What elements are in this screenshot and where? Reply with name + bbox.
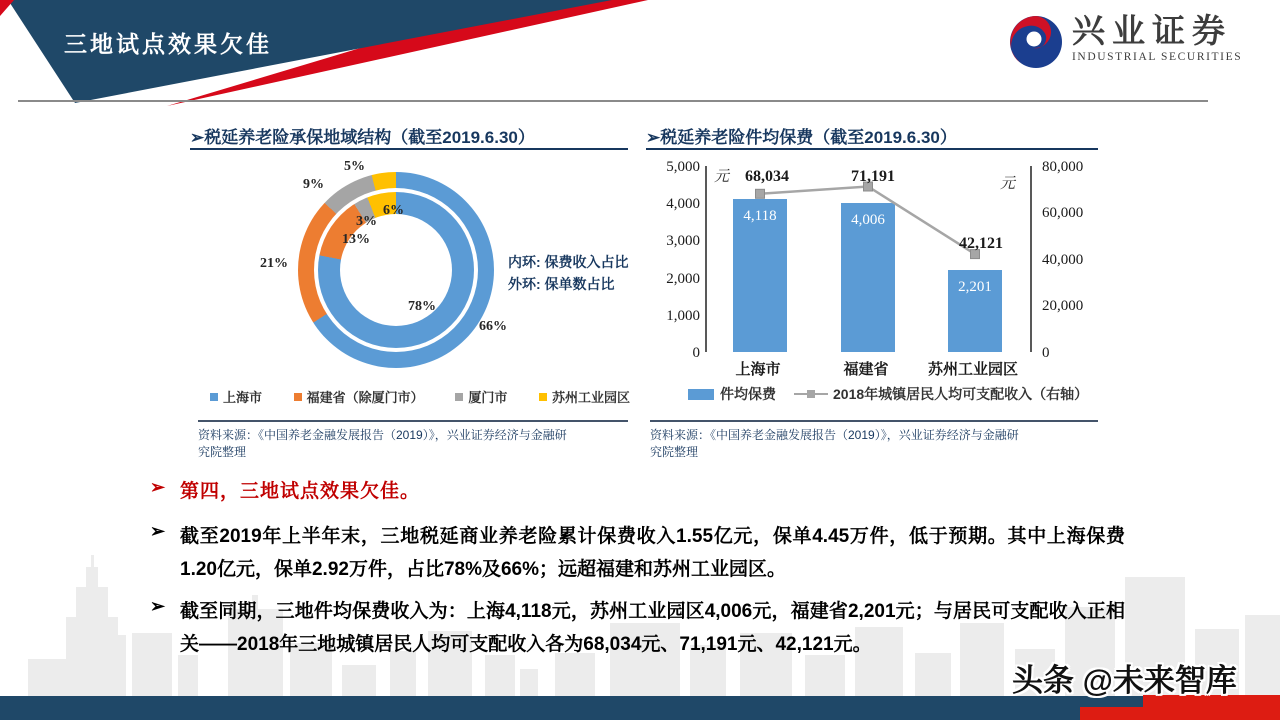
right-axis-unit: 元 [1000, 176, 1016, 192]
legend-swatch [455, 393, 463, 401]
logo-en-text: INDUSTRIAL SECURITIES [1072, 51, 1243, 64]
legend-line-marker [794, 393, 828, 395]
right-chart-source: 资料来源：《中国养老金融发展报告（2019）》，兴业证券经济与金融研 究院整理 [650, 428, 1019, 459]
bullet-arrow: ➢ [150, 596, 166, 616]
bullet-paragraph-2: 截至同期，三地件均保费收入为：上海4,118元，苏州工业园区4,006元，福建省2,201元；与居民可支配收入正相关——2018年三地城镇居民人均可支配收入各为68,034元、71,191元、42,121元。 [180, 601, 1125, 655]
inner-ring-note: 内环: 保费收入占比 [508, 254, 629, 270]
bar-chart-legend [688, 384, 1088, 404]
right-axis-tick: 80,000 [1042, 159, 1084, 175]
watermark-text: 头条 @未来智库 [1012, 663, 1237, 698]
legend-item-fujian: 福建省（除厦门市） [294, 387, 424, 406]
line-label-fujian: 71,191 [851, 168, 895, 185]
donut-title-rule [190, 148, 628, 150]
legend-item-shanghai: 上海市 [210, 387, 262, 406]
donut-label-inner-suzhou: 6% [383, 203, 404, 218]
header-divider [18, 100, 1208, 102]
donut-label-outer-shanghai: 66% [479, 319, 507, 334]
bar-value-label: 4,118 [743, 208, 777, 224]
bar-chart-title: ➢税延养老险件均保费（截至2019.6.30） [646, 128, 957, 147]
header-corner-accent [0, 0, 14, 16]
left-chart-source: 资料来源：《中国养老金融发展报告（2019）》，兴业证券经济与金融研 究院整理 [198, 428, 567, 459]
legend-label-line: 2018年城镇居民人均可支配收入（右轴） [833, 386, 1089, 402]
left-axis-tick: 4,000 [666, 196, 700, 212]
bar-value-label: 4,006 [851, 212, 885, 228]
page-title: 三地试点效果欠佳 [64, 31, 272, 57]
x-label-suzhou: 苏州工业园区 [927, 361, 1018, 378]
right-axis-tick: 0 [1042, 345, 1050, 361]
bar-title-rule [646, 148, 1098, 150]
company-logo [1008, 14, 1242, 75]
legend-label-bar: 件均保费 [720, 386, 776, 402]
bullet-arrow: ➢ [150, 521, 166, 541]
donut-label-inner-shanghai: 78% [408, 299, 436, 314]
right-axis-tick: 60,000 [1042, 205, 1084, 221]
x-label-shanghai: 上海市 [735, 361, 781, 378]
left-axis-tick: 1,000 [666, 308, 700, 324]
legend-item-suzhou: 苏州工业园区 [539, 387, 630, 406]
left-axis-tick: 0 [692, 345, 700, 361]
legend-swatch [210, 393, 218, 401]
donut-chart-title: ➢税延养老险承保地域结构（截至2019.6.30） [190, 128, 535, 147]
legend-swatch [294, 393, 302, 401]
bar-plot-area [705, 166, 1032, 352]
legend-swatch [539, 393, 547, 401]
right-source-rule [650, 420, 1098, 422]
left-axis-tick: 2,000 [666, 271, 700, 287]
left-axis-tick: 5,000 [666, 159, 700, 175]
bullet-paragraph-1: 截至2019年上半年末，三地税延商业养老险累计保费收入1.55亿元，保单4.45万件，低于预期。其中上海保费1.20亿元，保单2.92万件，占比78%及66%；远超福建和苏州工业园区。 [180, 526, 1125, 580]
left-axis-unit: 元 [714, 169, 730, 185]
donut-label-inner-fujian: 13% [342, 232, 370, 247]
outer-ring-note: 外环: 保单数占比 [508, 276, 615, 292]
donut-legend [210, 387, 630, 406]
bar-value-label: 2,201 [958, 279, 992, 295]
bullet-heading: 第四，三地试点效果欠佳。 [180, 481, 421, 502]
line-label-suzhou: 42,121 [959, 235, 1003, 252]
right-axis-tick: 20,000 [1042, 298, 1084, 314]
right-axis-tick: 40,000 [1042, 252, 1084, 268]
bullet-arrow-red: ➢ [150, 477, 166, 497]
donut-label-outer-suzhou: 5% [344, 159, 365, 174]
donut-label-outer-fujian: 21% [260, 256, 288, 271]
donut-ring-annotation [508, 251, 629, 295]
line-label-shanghai: 68,034 [745, 168, 789, 185]
donut-label-outer-xiamen: 9% [303, 177, 324, 192]
income-line-series [707, 166, 1034, 352]
logo-swirl-icon [1008, 14, 1064, 75]
donut-label-inner-xiamen: 3% [356, 214, 377, 229]
legend-item-xiamen: 厦门市 [455, 387, 507, 406]
legend-swatch-bar [688, 389, 714, 400]
left-axis-tick: 3,000 [666, 233, 700, 249]
left-source-rule [198, 420, 628, 422]
x-label-fujian: 福建省 [843, 361, 889, 378]
logo-cn-text: 兴业证券 [1072, 14, 1232, 50]
